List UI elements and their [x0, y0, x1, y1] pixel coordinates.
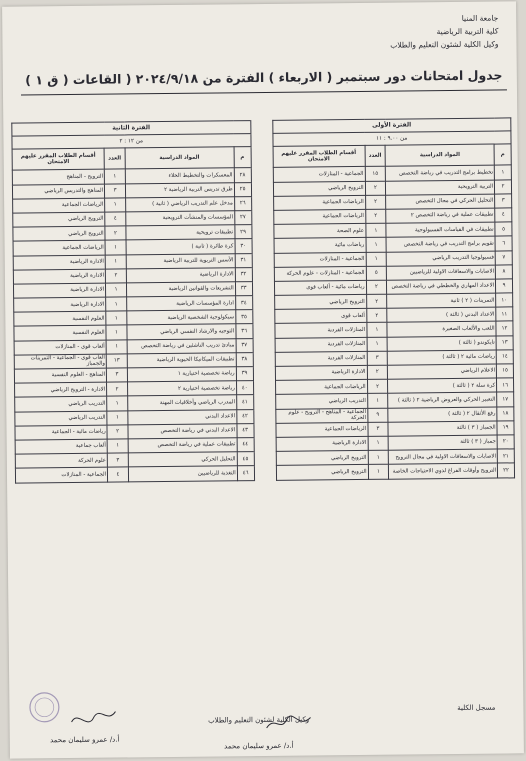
column-gap: [252, 324, 274, 338]
vice-dean-office: وكيل الكلية لشئون التعليم والطلاب: [390, 39, 499, 50]
subject-name: رياضات مائية ٢ ( ثالثة ): [388, 350, 497, 365]
row-number: ٣٠: [235, 239, 252, 253]
student-count: ١: [104, 169, 125, 183]
student-count: ٢: [366, 294, 387, 308]
student-count: ٣: [107, 453, 128, 467]
student-count: ٢: [365, 209, 386, 223]
sections-list: الجماعية - المناهج - الترويح - علوم الحركة: [275, 408, 367, 423]
row-number: ١٩: [497, 421, 514, 435]
student-count: ٢: [365, 181, 386, 195]
sections-list: الادارة الرياضية: [13, 269, 105, 284]
sections-list: المناهج - العلوم النفسية: [14, 368, 106, 383]
sections-list: المنازلات الفردية: [275, 337, 367, 352]
sections-list: ألعاب قوى - الجماعية - التمرينات والجمباز: [14, 354, 106, 369]
sections-list: الرياضات الجماعية: [273, 209, 365, 224]
row-number: ٢٥: [234, 182, 251, 196]
student-count: ٣: [368, 422, 389, 436]
row-number: ٣٤: [235, 296, 252, 310]
first-period-label: الفترة الأولى: [272, 118, 511, 134]
sections-list: الادارة الرياضية: [14, 297, 106, 312]
second-period-label: الفترة الثانية: [12, 121, 251, 137]
student-count: ١: [107, 410, 128, 424]
row-number: ٣١: [235, 253, 252, 267]
row-number: ٣: [495, 194, 512, 208]
row-number: ٣٢: [235, 267, 252, 281]
sections-list: الرياضات الجماعية: [13, 198, 105, 213]
subject-name: التشريعات والقوانين الرياضية: [126, 282, 235, 297]
subject-name: الاعلام الرياضي: [388, 364, 497, 379]
row-number: ٢٠: [497, 435, 514, 449]
row-number: ٤٠: [236, 381, 253, 395]
sections-list: الادارة الرياضية: [13, 283, 105, 298]
student-count: ١: [366, 238, 387, 252]
row-number: ٢٧: [234, 211, 251, 225]
student-count: ١: [105, 254, 126, 268]
sections-list: التدريب الرياضي: [275, 394, 367, 409]
column-gap: [251, 196, 273, 210]
student-count: ٢: [365, 195, 386, 209]
student-count: ١: [365, 223, 386, 237]
sections-list: الرياضات الجماعية: [276, 422, 368, 437]
column-gap: [254, 451, 276, 465]
column-gap: [253, 409, 275, 423]
col-subject: المواد الدراسية: [125, 147, 234, 169]
student-count: ١: [367, 323, 388, 337]
row-number: ٤١: [236, 395, 253, 409]
row-number: ٥: [495, 222, 512, 236]
registrar-block: [457, 704, 495, 712]
student-count: ٢: [367, 379, 388, 393]
subject-name: رياضة تخصصية اختيارية ٢: [127, 381, 236, 396]
subject-name: التربية الترويحية: [386, 180, 495, 195]
sections-list: الادارة الرياضية: [13, 255, 105, 270]
subject-name: جمباز ( ٣ ) ثالثة: [388, 435, 497, 450]
subject-name: الأسس التربوية للتربية الرياضية: [126, 253, 235, 268]
subject-name: الادارة الرياضية: [126, 267, 235, 282]
student-count: ١: [107, 439, 128, 453]
subject-name: المعسكرات والتخطيط الخلاء: [125, 168, 234, 183]
subject-name: المدرب الرياضي وأخلاقيات المهنة: [128, 395, 237, 410]
sections-list: الترويح الرياضي: [276, 451, 368, 466]
row-number: ١٢: [496, 321, 513, 335]
column-gap: [251, 147, 273, 168]
student-count: ١: [368, 450, 389, 464]
column-gap: [251, 182, 273, 196]
column-gap: [252, 310, 274, 324]
row-number: ٢١: [497, 449, 514, 463]
col-no: م: [494, 144, 511, 165]
subject-name: التغذية للرياضيين: [128, 466, 237, 481]
subject-name: التحليل الحركي: [128, 452, 237, 467]
sections-list: ألعاب جماعية: [15, 439, 107, 454]
exam-rows: [12, 165, 514, 482]
column-gap: [253, 366, 275, 380]
student-count: ١: [106, 283, 127, 297]
sections-list: ألعاب قوى: [274, 309, 366, 324]
sections-list: التدريب الرياضي: [15, 397, 107, 412]
exam-schedule-sheet: [2, 1, 524, 758]
student-count: ١: [367, 394, 388, 408]
subject-name: الاعداد البدني في رياضة التخصص: [128, 424, 237, 439]
sections-list: الجماعية - المنازلات: [274, 252, 366, 267]
subject-name: التمرينات ( ٢ ) ثانية: [387, 293, 496, 308]
subject-name: رياضة تخصصية اختيارية ١: [127, 367, 236, 382]
row-number: ٦: [495, 236, 512, 250]
subject-name: رفع الأثقال ٢ ( ثالثة ): [388, 407, 497, 422]
column-gap: [253, 352, 275, 366]
subject-name: الترويح وأوقات الفراغ لذوي الاحتياجات الخاصة: [389, 463, 498, 478]
sections-list: الترويح الرياضي: [13, 212, 105, 227]
column-gap: [253, 338, 275, 352]
schedule-title: جدول امتحانات دور سبتمبر ( الاربعاء ) الفترة من ٢٠٢٤/٩/١٨ ( القاعات ( ق ١ ): [21, 67, 507, 95]
student-count: ١: [367, 337, 388, 351]
row-number: ٤٥: [237, 452, 254, 466]
column-gap: [254, 437, 276, 451]
column-gap: [251, 210, 273, 224]
row-number: ٤٤: [237, 438, 254, 452]
sections-list: العلوم النفسية: [14, 326, 106, 341]
col-sections: أقسام الطلاب المقرر عليهم الامتحان: [273, 146, 365, 168]
row-number: ١٨: [497, 406, 514, 420]
row-number: ٩: [496, 279, 513, 293]
sections-list: الترويح الرياضي: [13, 226, 105, 241]
column-gap: [250, 120, 272, 133]
sections-list: الترويح الرياضي: [274, 294, 366, 309]
student-count: ٢: [105, 226, 126, 240]
col-count: العدد: [365, 146, 386, 167]
student-count: ٤: [105, 212, 126, 226]
sections-list: الادارة الرياضية: [275, 365, 367, 380]
student-count: ٢: [367, 365, 388, 379]
column-gap: [251, 225, 273, 239]
row-number: ٨: [495, 265, 512, 279]
column-gap: [253, 381, 275, 395]
sections-list: الجماعية - المنازلات - علوم الحركة: [274, 266, 366, 281]
subject-name: الاعداد البدني ( ثالثة ): [387, 307, 496, 322]
sections-list: المنازلات الفردية: [275, 351, 367, 366]
subject-name: تطبيقات في القياسات الفسيولوجية: [386, 222, 495, 237]
col-no: م: [234, 147, 251, 168]
col-sections: أقسام الطلاب المقرر عليهم الامتحان: [12, 149, 104, 171]
row-number: ٣٨: [236, 352, 253, 366]
column-gap: [251, 168, 273, 182]
subject-name: تطبيقات الميكانيكا الحيوية الرياضية: [127, 353, 236, 368]
sections-list: رياضات مائية - الجماعية: [15, 425, 107, 440]
sections-list: المنازلات الفردية: [274, 323, 366, 338]
vice-dean-title: وكيل الكلية لشئون التعليم والطلاب: [208, 715, 310, 725]
subject-name: التوجيه والارشاد النفسي الرياضي: [127, 324, 236, 339]
column-gap: [252, 239, 274, 253]
row-number: ٢٦: [234, 196, 251, 210]
subject-name: المؤسسات والمنشآت الترويحية: [126, 211, 235, 226]
student-count: ١: [106, 325, 127, 339]
subject-name: الاصابات والاسعافات الاولية للرياضيين: [387, 265, 496, 280]
subject-name: الاصابات والاسعافات الاولية في مجال الترويح: [389, 449, 498, 464]
first-period-time: من ٩.٠٠ : ١١: [272, 131, 511, 147]
document-header: [328, 12, 498, 53]
faculty-name: كلية التربية الرياضية: [436, 26, 499, 37]
subject-name: طرق تدريس التربية الرياضية ٢: [125, 182, 234, 197]
subject-name: تطبيقات ترويحية: [126, 225, 235, 240]
row-number: ٣٣: [235, 281, 252, 295]
row-number: ٣٧: [236, 338, 253, 352]
student-count: ١: [105, 198, 126, 212]
row-number: ٣٩: [236, 367, 253, 381]
subject-name: تطبيقات عملية في رياضة التخصص ٢: [386, 208, 495, 223]
sections-list: الرياضات الجماعية: [275, 380, 367, 395]
row-number: ٣٦: [236, 324, 253, 338]
sections-list: علوم الصحة: [273, 224, 365, 239]
row-number: ١٥: [497, 364, 514, 378]
subject-name: تقويم برامج التدريب في رياضة التخصص: [386, 236, 495, 251]
student-count: ٢: [107, 425, 128, 439]
row-number: ٢: [495, 179, 512, 193]
student-count: ٢: [366, 280, 387, 294]
student-count: ١: [366, 252, 387, 266]
student-count: ١: [106, 340, 127, 354]
column-gap: [254, 466, 276, 480]
row-number: ٤٣: [237, 423, 254, 437]
column-gap: [253, 395, 275, 409]
subject-name: الاعداد المهاري والخططي في رياضة التخصص: [387, 279, 496, 294]
student-count: ١: [368, 465, 389, 479]
row-number: ١١: [496, 307, 513, 321]
student-count: ١٥: [365, 167, 386, 181]
sections-list: التدريب الرياضي: [15, 411, 107, 426]
subject-name: سيكولوجية الشخصية الرياضية: [127, 310, 236, 325]
signature-footer: [9, 699, 524, 756]
subject-name: مدخل علم التدريب الرياضي ( ثانية ): [125, 197, 234, 212]
sections-list: الادارة - الترويح الرياضي: [15, 382, 107, 397]
exam-table: [11, 117, 515, 483]
column-gap: [254, 423, 276, 437]
row-number: ٢٩: [235, 225, 252, 239]
signer-signature: [69, 708, 117, 731]
column-gap: [252, 295, 274, 309]
sections-list: المناهج والتدريس الرياضي: [12, 184, 104, 199]
sections-list: الجماعية - المنازلات: [15, 467, 107, 482]
subject-name: كرة سلة ٢ ( ثالثة ): [388, 378, 497, 393]
sections-list: الرياضات الجماعية: [273, 195, 365, 210]
student-count: ٢: [105, 269, 126, 283]
student-count: ١: [105, 240, 126, 254]
student-count: ١: [106, 297, 127, 311]
row-number: ٢٨: [234, 168, 251, 182]
row-number: ٤: [495, 208, 512, 222]
student-count: ٤: [108, 467, 129, 481]
row-number: ١٤: [496, 350, 513, 364]
subject-name: تايكوندو ( ثالثة ): [387, 336, 496, 351]
subject-name: التعبير الحركي والعروض الرياضية ٢ ( ثالثة ): [388, 392, 497, 407]
col-subject: المواد الدراسية: [385, 144, 494, 166]
row-number: ١٣: [496, 336, 513, 350]
sections-list: الادارة الرياضية: [276, 436, 368, 451]
row-number: ٧: [495, 250, 512, 264]
sections-list: رياضات مائية - ألعاب قوى: [274, 280, 366, 295]
student-count: ١: [106, 311, 127, 325]
column-gap: [252, 267, 274, 281]
second-period-time: من ١٢ : ٢: [12, 134, 251, 150]
subject-name: تطبيقات عملية في رياضة التخصص: [128, 438, 237, 453]
subject-name: فسيولوجيا التدريب الرياضي: [386, 251, 495, 266]
row-number: ١: [494, 165, 511, 179]
sections-list: رياضات مائية: [274, 238, 366, 253]
sections-list: الجماعية - المنازلات: [273, 167, 365, 182]
student-count: ٢: [366, 308, 387, 322]
column-gap: [252, 281, 274, 295]
student-count: ٩: [367, 408, 388, 422]
sections-list: الرياضات الجماعية: [13, 240, 105, 255]
row-number: ١٠: [496, 293, 513, 307]
sections-list: علوم الحركة: [15, 453, 107, 468]
column-gap: [250, 134, 272, 147]
student-count: ٣: [367, 351, 388, 365]
sections-list: العلوم النفسية: [14, 311, 106, 326]
row-number: ٤٦: [237, 466, 254, 480]
row-number: ٣٥: [235, 310, 252, 324]
subject-name: الاعداد البدني: [128, 409, 237, 424]
student-count: ٣: [107, 368, 128, 382]
sections-list: ألعاب قوى - المنازلات: [14, 340, 106, 355]
subject-name: التحليل الحركي في مجال التخصص: [386, 194, 495, 209]
sections-list: الترويح الرياضي: [273, 181, 365, 196]
col-count: العدد: [104, 148, 125, 169]
vice-dean-signature: [264, 712, 312, 735]
student-count: ١: [107, 396, 128, 410]
university-name: جامعة المنيا: [461, 13, 499, 23]
sections-list: الترويح الرياضي: [276, 465, 368, 480]
student-count: ٢: [107, 382, 128, 396]
vice-dean-name: أ.د/ عمرو سليمان محمد: [224, 741, 294, 751]
student-count: ١٣: [106, 354, 127, 368]
student-count: ١: [368, 436, 389, 450]
subject-name: اللعب والألعاب الصغيرة: [387, 321, 496, 336]
subject-name: كرة طائرة ( ثانية ): [126, 239, 235, 254]
student-count: ٣: [105, 183, 126, 197]
subject-name: تخطيط برامج التدريب في رياضة التخصص: [386, 165, 495, 180]
row-number: ١٦: [497, 378, 514, 392]
column-gap: [252, 253, 274, 267]
row-number: ٢٢: [498, 463, 515, 477]
subject-name: الجمباز ( ٣ ) ثالثة: [388, 421, 497, 436]
row-number: ٤٢: [237, 409, 254, 423]
sections-list: الترويح - المناهج: [12, 170, 104, 185]
row-number: ١٧: [497, 392, 514, 406]
subject-name: ادارة المؤسسات الرياضية: [126, 296, 235, 311]
signer-name: أ.د/ عمرو سليمان محمد: [50, 735, 120, 745]
student-count: ٥: [366, 266, 387, 280]
registrar-title: مسجل الكلية: [457, 703, 496, 712]
subject-name: مبادئ تدريب الناشئين في رياضة التخصص: [127, 338, 236, 353]
